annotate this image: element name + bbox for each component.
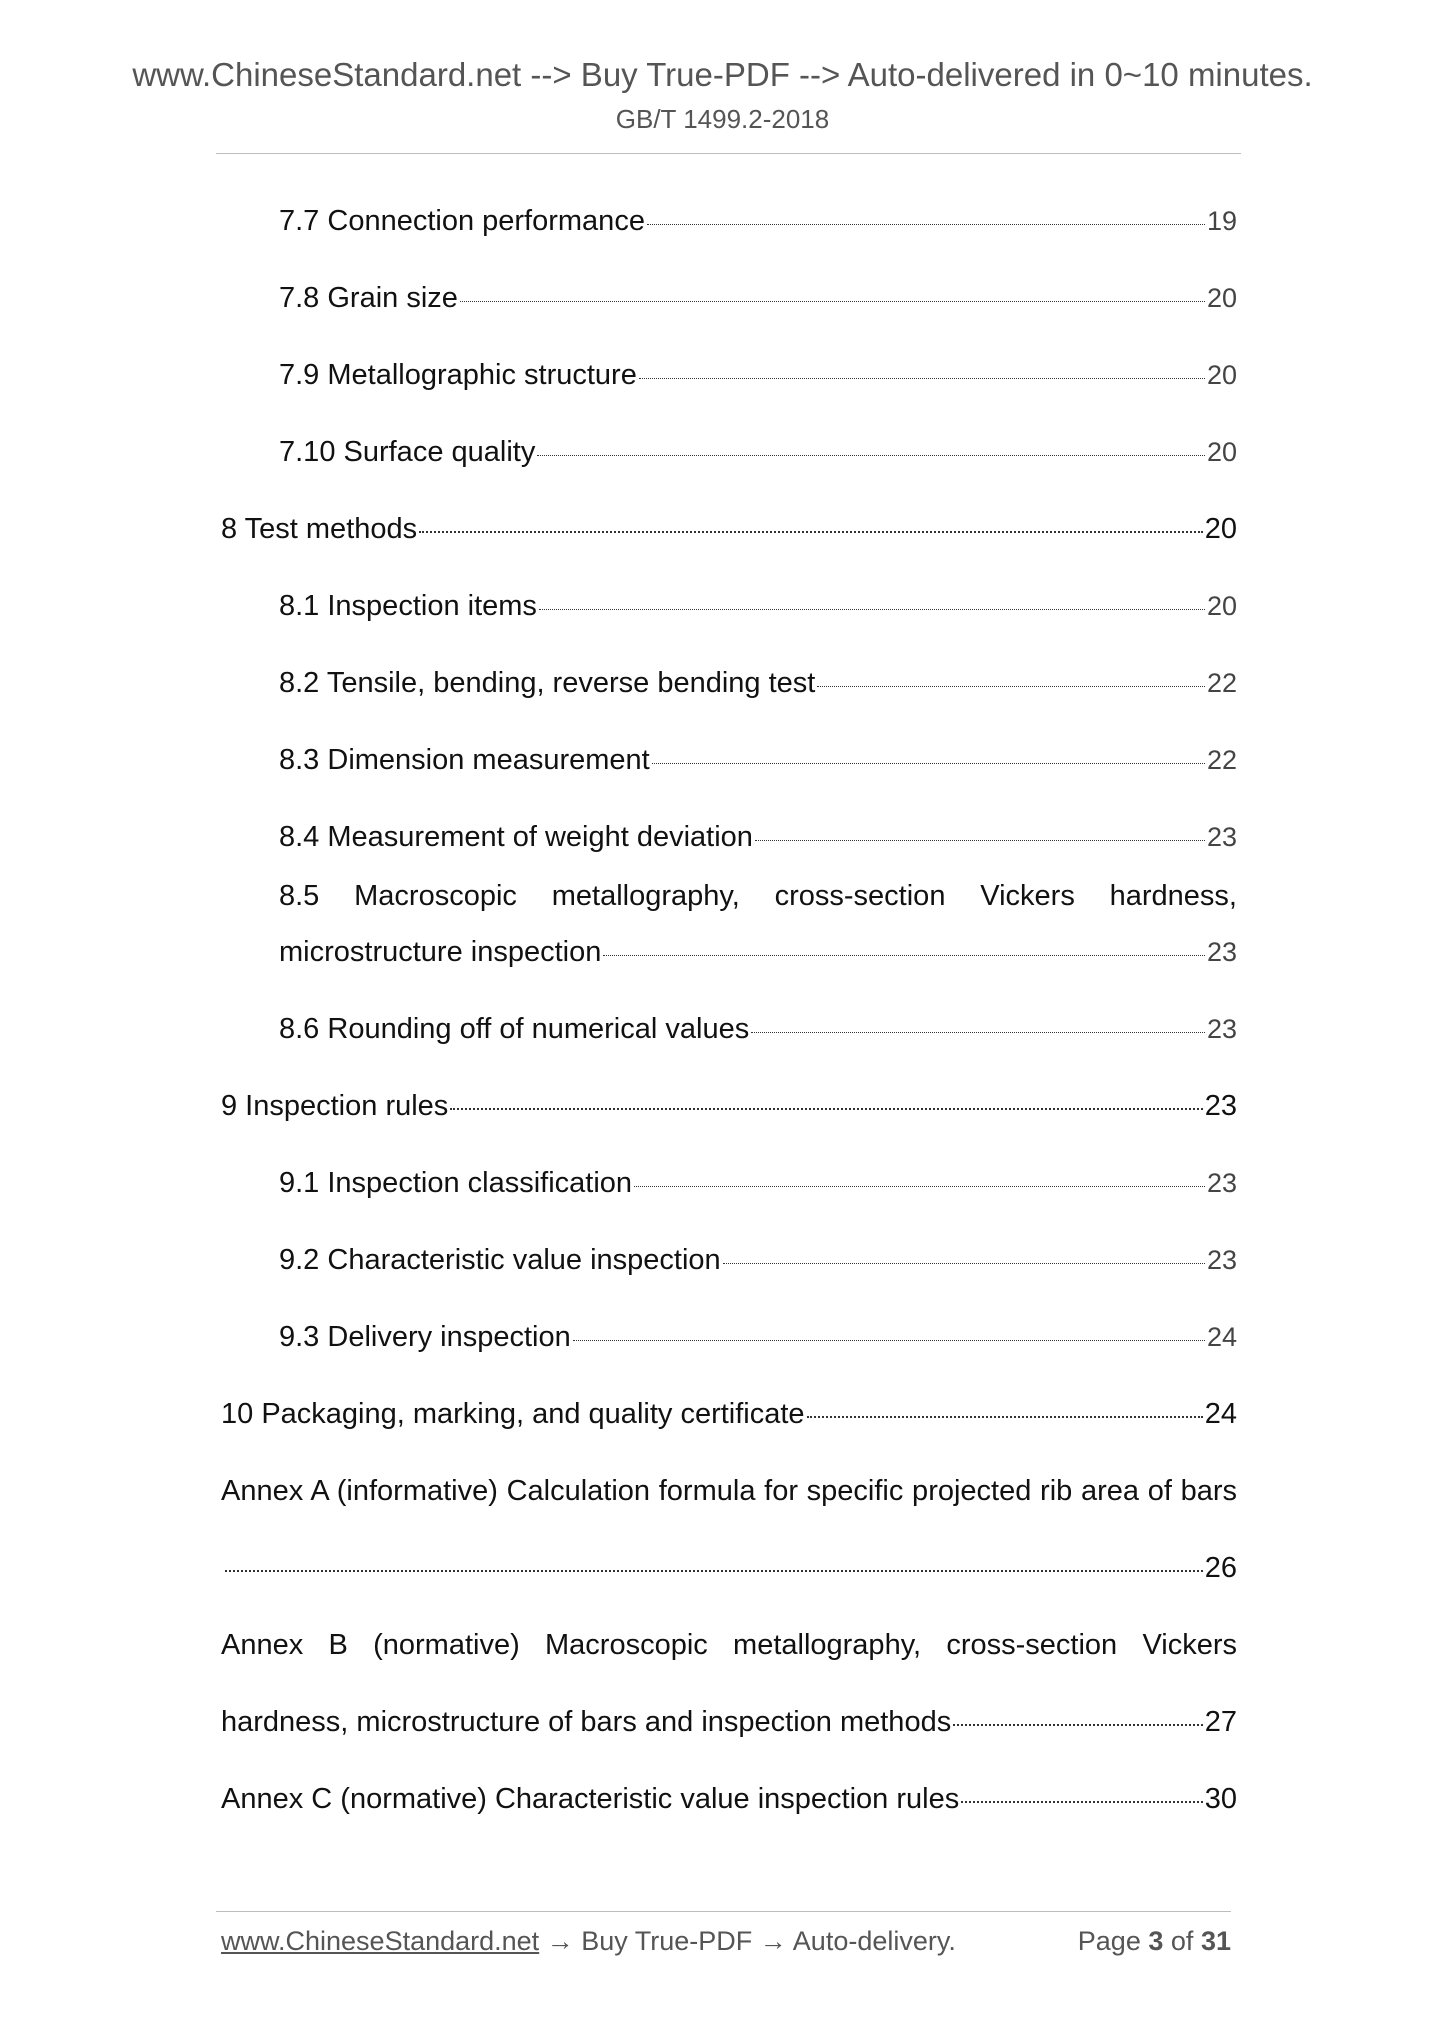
toc-title: 8.4 Measurement of weight deviation bbox=[279, 821, 753, 853]
toc-entry-8[interactable] bbox=[221, 511, 1237, 547]
toc-leader bbox=[961, 1801, 1203, 1803]
toc-leader bbox=[537, 455, 1205, 456]
toc-title: 7.10 Surface quality bbox=[279, 436, 536, 468]
document-code: GB/T 1499.2-2018 bbox=[615, 104, 830, 134]
toc-title: hardness, microstructure of bars and inspection methods bbox=[221, 1706, 952, 1738]
footer-buy-text: Buy True-PDF bbox=[581, 1926, 753, 1956]
toc-leader bbox=[751, 1032, 1205, 1033]
page-indicator bbox=[1078, 1926, 1231, 1957]
toc-entry-9-3[interactable] bbox=[279, 1319, 1237, 1355]
toc-leader bbox=[817, 686, 1205, 687]
toc-leader bbox=[723, 1263, 1205, 1264]
footer-links bbox=[221, 1926, 956, 1957]
toc-entry-8-5[interactable] bbox=[279, 934, 1237, 970]
toc-title: 8.2 Tensile, bending, reverse bending test bbox=[279, 667, 816, 699]
toc-title: 9 Inspection rules bbox=[221, 1090, 449, 1122]
toc-title: 7.9 Metallographic structure bbox=[279, 359, 637, 391]
arrow-right-icon: → bbox=[759, 1926, 787, 1956]
toc-leader bbox=[225, 1570, 1203, 1572]
toc-entry-annex-a-title[interactable]: Annex A (informative) Calculation formula for specific projected rib area of bars bbox=[221, 1475, 1237, 1507]
toc-leader bbox=[953, 1724, 1203, 1726]
footer-divider bbox=[216, 1911, 1231, 1912]
toc-title: 9.2 Characteristic value inspection bbox=[279, 1244, 721, 1276]
toc-entry-7-9[interactable] bbox=[279, 357, 1237, 393]
toc-leader bbox=[573, 1340, 1205, 1341]
current-page: 3 bbox=[1148, 1926, 1164, 1956]
toc-page: 20 bbox=[1206, 437, 1237, 467]
toc-page: 20 bbox=[1206, 283, 1237, 313]
toc-page: 20 bbox=[1204, 513, 1237, 545]
toc-title: 9.3 Delivery inspection bbox=[279, 1321, 571, 1353]
toc-entry-8-1[interactable] bbox=[279, 588, 1237, 624]
toc-entry-9-1[interactable] bbox=[279, 1165, 1237, 1201]
toc-leader bbox=[807, 1416, 1203, 1418]
toc-leader bbox=[652, 763, 1205, 764]
toc-leader bbox=[460, 301, 1205, 302]
toc-page: 22 bbox=[1206, 745, 1237, 775]
toc-page: 27 bbox=[1204, 1706, 1237, 1738]
toc-page: 24 bbox=[1206, 1322, 1237, 1352]
page-label: Page bbox=[1077, 1926, 1141, 1956]
toc-page: 23 bbox=[1206, 1014, 1237, 1044]
toc-page: 30 bbox=[1204, 1783, 1237, 1815]
toc-entry-8-5-title-line1[interactable]: 8.5 Macroscopic metallography, cross-section Vickers hardness, bbox=[279, 880, 1237, 912]
toc-leader bbox=[634, 1186, 1205, 1187]
of-label: of bbox=[1170, 1926, 1194, 1956]
toc-page: 26 bbox=[1204, 1552, 1237, 1584]
total-pages: 31 bbox=[1200, 1926, 1231, 1956]
toc-entry-10[interactable] bbox=[221, 1396, 1237, 1432]
toc-page: 20 bbox=[1206, 591, 1237, 621]
toc-page: 24 bbox=[1204, 1398, 1237, 1430]
toc-entry-9[interactable] bbox=[221, 1088, 1237, 1124]
toc-page: 23 bbox=[1206, 1168, 1237, 1198]
toc-title: Annex C (normative) Characteristic value inspection rules bbox=[221, 1783, 960, 1815]
toc-leader bbox=[755, 840, 1205, 841]
toc-leader bbox=[539, 609, 1205, 610]
toc-title: 10 Packaging, marking, and quality certificate bbox=[221, 1398, 805, 1430]
header-divider bbox=[216, 153, 1241, 154]
toc-title: 8.6 Rounding off of numerical values bbox=[279, 1013, 750, 1045]
toc-entry-annex-a[interactable] bbox=[221, 1550, 1237, 1586]
toc-title: 8.1 Inspection items bbox=[279, 590, 537, 622]
toc-title: 7.7 Connection performance bbox=[279, 205, 645, 237]
toc-leader bbox=[450, 1108, 1202, 1110]
toc-page: 23 bbox=[1206, 822, 1237, 852]
toc-leader bbox=[639, 378, 1205, 379]
footer-site-link[interactable]: www.ChineseStandard.net bbox=[221, 1926, 540, 1956]
toc-entry-7-8[interactable] bbox=[279, 280, 1237, 316]
toc-page: 22 bbox=[1206, 668, 1237, 698]
footer-delivery-text: Auto-delivery. bbox=[792, 1926, 956, 1956]
toc-page: 23 bbox=[1206, 937, 1237, 967]
header-banner: www.ChineseStandard.net --> Buy True-PDF --> Auto-delivered in 0~10 minutes. bbox=[132, 56, 1313, 93]
toc-title: microstructure inspection bbox=[279, 936, 602, 968]
arrow-right-icon: → bbox=[546, 1926, 574, 1956]
toc-title: 9.1 Inspection classification bbox=[279, 1167, 633, 1199]
toc-entry-annex-b-title-line1[interactable]: Annex B (normative) Macroscopic metallography, cross-section Vickers bbox=[221, 1629, 1237, 1661]
toc-entry-annex-c[interactable] bbox=[221, 1781, 1237, 1817]
toc-leader bbox=[647, 224, 1205, 225]
toc-entry-annex-b[interactable] bbox=[221, 1704, 1237, 1740]
toc-title: 7.8 Grain size bbox=[279, 282, 458, 314]
toc-title: 8 Test methods bbox=[221, 513, 418, 545]
toc-entry-8-4[interactable] bbox=[279, 819, 1237, 855]
toc-entry-7-7[interactable] bbox=[279, 203, 1237, 239]
toc-page: 19 bbox=[1206, 206, 1237, 236]
toc-page: 23 bbox=[1204, 1090, 1237, 1122]
toc-page: 20 bbox=[1206, 360, 1237, 390]
toc-title: 8.3 Dimension measurement bbox=[279, 744, 650, 776]
toc-entry-7-10[interactable] bbox=[279, 434, 1237, 470]
toc-entry-8-6[interactable] bbox=[279, 1011, 1237, 1047]
toc-leader bbox=[419, 531, 1203, 533]
toc-entry-8-3[interactable] bbox=[279, 742, 1237, 778]
toc-entry-9-2[interactable] bbox=[279, 1242, 1237, 1278]
toc-entry-8-2[interactable] bbox=[279, 665, 1237, 701]
toc-page: 23 bbox=[1206, 1245, 1237, 1275]
toc-leader bbox=[603, 955, 1205, 956]
